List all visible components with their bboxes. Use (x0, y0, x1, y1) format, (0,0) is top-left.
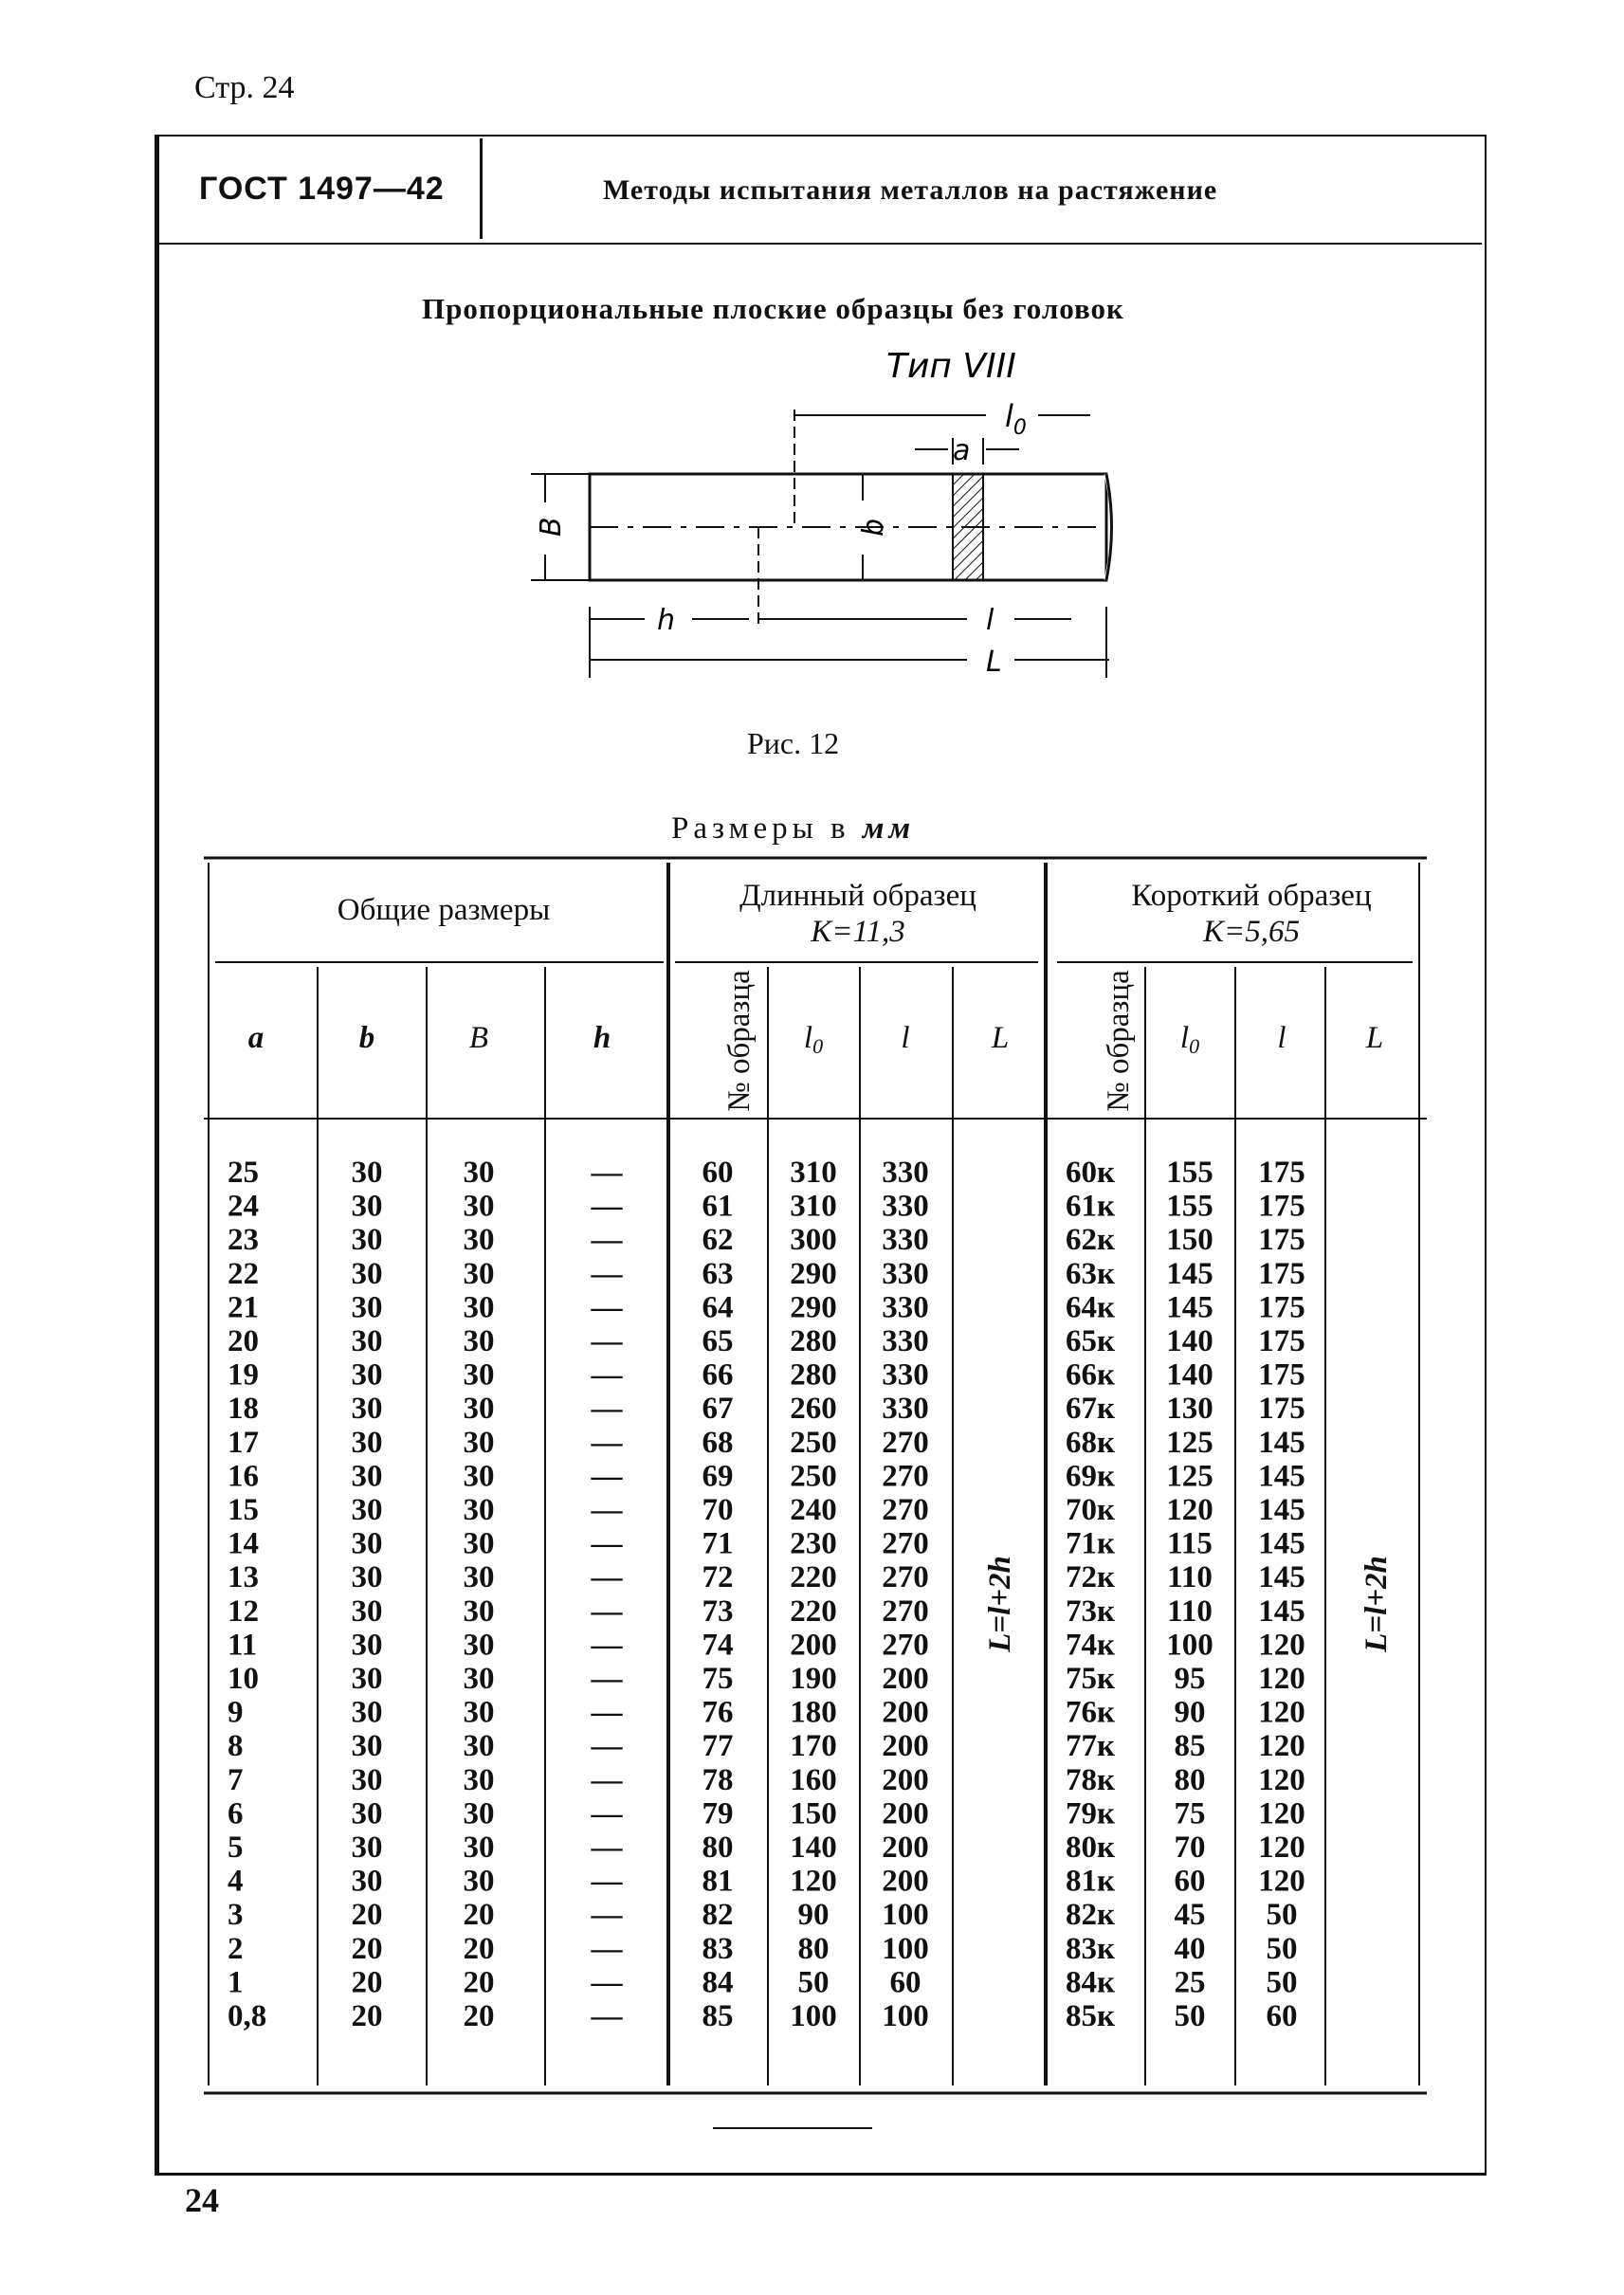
table-cell: 250 (790, 1425, 837, 1460)
table-cell: 145 (1258, 1594, 1305, 1629)
table-cell: 75 (702, 1662, 734, 1696)
table-cell: 67 (702, 1392, 734, 1427)
table-cell: 175 (1258, 1324, 1305, 1358)
table-cell: 220 (790, 1560, 837, 1595)
table-cell: 145 (1166, 1256, 1213, 1291)
table-cell: 82 (702, 1898, 734, 1933)
table-cell: 120 (790, 1864, 837, 1899)
figure-caption: Рис. 12 (747, 726, 840, 760)
table-cell: 82к (1065, 1898, 1116, 1933)
table-cell: 310 (790, 1189, 837, 1224)
table-cell: 65 (702, 1324, 734, 1358)
table-cell: 30 (351, 1156, 383, 1190)
table-cell: 270 (882, 1526, 929, 1561)
table-cell: 20 (351, 1965, 383, 2000)
table-cell: — (591, 1931, 623, 1966)
table-cell: 81к (1065, 1864, 1116, 1899)
dim-a: a (953, 434, 971, 467)
dim-l0: $l_0$ (1005, 398, 1027, 440)
table-cell: 61к (1065, 1189, 1116, 1224)
table-cell: 95 (1174, 1662, 1206, 1696)
table-cell: 30 (351, 1762, 383, 1797)
table-cell: 175 (1258, 1156, 1305, 1190)
table-cell: 30 (351, 1256, 383, 1291)
table-cell: 30 (351, 1662, 383, 1696)
table-cell: 85к (1065, 1999, 1116, 2033)
table-cell: 40 (1174, 1931, 1206, 1966)
table-cell: 130 (1166, 1392, 1213, 1427)
table-cell: 330 (882, 1392, 929, 1427)
table-cell: 70 (702, 1493, 734, 1527)
table-cell: 60 (702, 1156, 734, 1190)
table-cell: 30 (463, 1223, 495, 1258)
col-short-no: № образца (1102, 970, 1136, 1112)
table-cell: 30 (463, 1628, 495, 1663)
table-cell: 20 (228, 1324, 259, 1358)
dim-B: B (535, 517, 568, 537)
dim-l: l (986, 604, 994, 637)
table-cell: 330 (882, 1256, 929, 1291)
table-cell: 175 (1258, 1189, 1305, 1224)
table-cell: 145 (1258, 1425, 1305, 1460)
table-cell: 30 (463, 1526, 495, 1561)
table-cell: 200 (882, 1762, 929, 1797)
table-cell: 125 (1166, 1459, 1213, 1494)
table-cell: 30 (351, 1628, 383, 1663)
table-cell: 30 (351, 1831, 383, 1865)
table-cell: 83 (702, 1931, 734, 1966)
table-cell: — (591, 1223, 623, 1258)
table-cell: 140 (790, 1831, 837, 1865)
table-cell: 330 (882, 1357, 929, 1393)
table-cell: 175 (1258, 1223, 1305, 1258)
table-cell: 74 (702, 1628, 734, 1663)
table-cell: 270 (882, 1459, 929, 1494)
table-cell: 30 (463, 1324, 495, 1358)
table-cell: 120 (1258, 1762, 1305, 1797)
table-cell: 72к (1065, 1560, 1116, 1595)
table-cell: 30 (463, 1762, 495, 1797)
table-cell: 75к (1065, 1662, 1116, 1696)
table-cell: 0,8 (228, 1999, 267, 2033)
table-cell: 30 (463, 1357, 495, 1393)
dim-L: L (986, 646, 1002, 679)
table-cell: 30 (463, 1392, 495, 1427)
table-cell: 120 (1258, 1695, 1305, 1730)
table-cell: 120 (1258, 1628, 1305, 1663)
table-cell: 11 (228, 1628, 258, 1663)
table-cell: 63к (1065, 1256, 1116, 1291)
table-cell: 270 (882, 1628, 929, 1663)
table-cell: 145 (1258, 1493, 1305, 1527)
table-cell: 71к (1065, 1526, 1116, 1561)
table-cell: 270 (882, 1425, 929, 1460)
table-cell: 79 (702, 1796, 734, 1831)
table-cell: 18 (228, 1392, 259, 1427)
table-cell: 10 (228, 1662, 259, 1696)
table-cell: 330 (882, 1223, 929, 1258)
table-cell: 14 (228, 1526, 259, 1561)
col-b: b (358, 1021, 375, 1055)
table-cell: 330 (882, 1290, 929, 1325)
table-cell: 30 (351, 1864, 383, 1899)
table-cell: 9 (228, 1695, 244, 1730)
table-cell: 25 (1174, 1965, 1206, 2000)
table-cell: 25 (228, 1156, 259, 1190)
table-cell: 83к (1065, 1931, 1116, 1966)
table-cell: 30 (351, 1189, 383, 1224)
document-title: Методы испытания металлов на растяжение (603, 174, 1218, 206)
table-cell: 85 (1174, 1729, 1206, 1764)
table-cell: 230 (790, 1526, 837, 1561)
table-cell: — (591, 1459, 623, 1494)
table-cell: 8 (228, 1729, 244, 1764)
table-cell: 84 (702, 1965, 734, 2000)
table-cell: 30 (463, 1459, 495, 1494)
table-cell: 200 (882, 1695, 929, 1730)
table-cell: 77к (1065, 1729, 1116, 1764)
table-cell: 16 (228, 1459, 259, 1494)
table-cell: — (591, 1357, 623, 1393)
table-cell: 30 (351, 1493, 383, 1527)
table-cell: 62 (702, 1223, 734, 1258)
table-cell: 120 (1258, 1729, 1305, 1764)
table-cell: 290 (790, 1290, 837, 1325)
table-cell: 100 (790, 1999, 837, 2033)
table-cell: 30 (463, 1796, 495, 1831)
table-cell: 330 (882, 1189, 929, 1224)
table-cell: 30 (351, 1796, 383, 1831)
table-cell: 30 (463, 1560, 495, 1595)
table-cell: 145 (1166, 1290, 1213, 1325)
table-cell: — (591, 1762, 623, 1797)
table-cell: 60 (1174, 1864, 1206, 1899)
table-cell: 63 (702, 1256, 734, 1291)
table-cell: 90 (797, 1898, 830, 1933)
table-cell: — (591, 1831, 623, 1865)
table-cell: 30 (463, 1864, 495, 1899)
table-cell: 69 (702, 1459, 734, 1494)
table-cell: 330 (882, 1324, 929, 1358)
table-cell: 80к (1065, 1831, 1116, 1865)
table-cell: 20 (463, 1999, 495, 2033)
table-cell: 3 (228, 1898, 244, 1933)
table-cell: 200 (882, 1662, 929, 1696)
table-cell: 110 (1167, 1560, 1213, 1595)
table-cell: 150 (1166, 1223, 1213, 1258)
table-cell: — (591, 1493, 623, 1527)
table-cell: 12 (228, 1594, 259, 1629)
table-cell: 7 (228, 1762, 244, 1797)
table-cell: 81 (702, 1864, 734, 1899)
table-cell: 30 (351, 1560, 383, 1595)
table-cell: 64 (702, 1290, 734, 1325)
col-B: B (468, 1021, 489, 1055)
col-long-L: L (991, 1021, 1010, 1055)
table-cell: 76к (1065, 1695, 1116, 1730)
table-cell: 30 (463, 1156, 495, 1190)
table-cell: 290 (790, 1256, 837, 1291)
col-h: h (593, 1021, 611, 1055)
table-cell: 71 (702, 1526, 734, 1561)
table-cell: 220 (790, 1594, 837, 1629)
table-cell: 30 (351, 1290, 383, 1325)
table-cell: 80 (702, 1831, 734, 1865)
page-label: Стр. 24 (194, 70, 295, 105)
table-cell: 23 (228, 1223, 259, 1258)
table-cell: 30 (463, 1256, 495, 1291)
table-cell: — (591, 1425, 623, 1460)
table-cell: 175 (1258, 1357, 1305, 1393)
table-cell: 70 (1174, 1831, 1206, 1865)
table-cell: 4 (228, 1864, 244, 1899)
table-cell: 200 (882, 1864, 929, 1899)
table-cell: 30 (351, 1695, 383, 1730)
table-cell: 70к (1065, 1493, 1116, 1527)
formula-short: L=l+2h (1359, 1556, 1394, 1652)
table-cell: 24 (228, 1189, 259, 1224)
dim-b: b (857, 518, 890, 537)
table-cell: 30 (463, 1662, 495, 1696)
table-cell: — (591, 1864, 623, 1899)
table-cell: — (591, 1662, 623, 1696)
table-cell: 30 (463, 1695, 495, 1730)
table-cell: 110 (1167, 1594, 1213, 1629)
col-a: a (247, 1021, 265, 1055)
table-cell: 30 (463, 1425, 495, 1460)
table-cell: 30 (351, 1594, 383, 1629)
table-cell: 61 (702, 1189, 734, 1224)
table-cell: 145 (1258, 1526, 1305, 1561)
table-cell: 30 (351, 1223, 383, 1258)
table-cell: — (591, 1695, 623, 1730)
table-cell: 13 (228, 1560, 259, 1595)
table-cell: 300 (790, 1223, 837, 1258)
table-cell: 78к (1065, 1762, 1116, 1797)
table-cell: 80 (1174, 1762, 1206, 1797)
table-cell: 260 (790, 1392, 837, 1427)
table-cell: 175 (1258, 1256, 1305, 1291)
table-cell: 30 (463, 1290, 495, 1325)
table-cell: 1 (228, 1965, 244, 2000)
table-cell: 170 (790, 1729, 837, 1764)
table-cell: 270 (882, 1560, 929, 1595)
table-cell: 150 (790, 1796, 837, 1831)
table-cell: 280 (790, 1324, 837, 1358)
table-cell: 145 (1258, 1560, 1305, 1595)
table-cell: 68к (1065, 1425, 1116, 1460)
table-cell: 50 (1266, 1931, 1298, 1966)
table-cell: 2 (228, 1931, 244, 1966)
table-cell: 79к (1065, 1796, 1116, 1831)
table-cell: 74к (1065, 1628, 1116, 1663)
table-cell: 66 (702, 1357, 734, 1393)
table-cell: 30 (351, 1324, 383, 1358)
table-cell: 30 (463, 1831, 495, 1865)
table-cell: 115 (1167, 1526, 1213, 1561)
table-cell: 64к (1065, 1290, 1116, 1325)
formula-long: L=l+2h (983, 1556, 1017, 1652)
table-cell: 60 (1266, 1999, 1298, 2033)
table-cell: 50 (797, 1965, 830, 2000)
table-cell: 310 (790, 1156, 837, 1190)
standard-code: ГОСТ 1497—42 (199, 171, 445, 207)
table-cell: 120 (1258, 1796, 1305, 1831)
table-cell: 78 (702, 1762, 734, 1797)
col-long-no: № образца (722, 970, 757, 1112)
table-cell: 30 (463, 1493, 495, 1527)
dim-h: h (657, 604, 676, 637)
table-cell: 30 (351, 1729, 383, 1764)
table-cell: 100 (882, 1999, 929, 2033)
table-cell: 175 (1258, 1392, 1305, 1427)
table-cell: — (591, 1189, 623, 1224)
table-cell: 20 (351, 1931, 383, 1966)
table-cell: 200 (790, 1628, 837, 1663)
col-long-l: l (901, 1021, 910, 1055)
figure-title: Пропорциональные плоские образцы без головок (422, 292, 1124, 325)
table-cell: 120 (1258, 1662, 1305, 1696)
header-short-k: K=5,65 (1202, 915, 1301, 949)
table-cell: — (591, 1729, 623, 1764)
table-cell: 160 (790, 1762, 837, 1797)
table-cell: 200 (882, 1831, 929, 1865)
table-cell: 75 (1174, 1796, 1206, 1831)
table-cell: 66к (1065, 1357, 1116, 1393)
table-cell: 80 (797, 1931, 830, 1966)
table-cell: 100 (882, 1898, 929, 1933)
table-cell: — (591, 1796, 623, 1831)
table-cell: 30 (351, 1357, 383, 1393)
table-cell: — (591, 1999, 623, 2033)
table-cell: 60к (1065, 1156, 1116, 1190)
header-long: Длинный образец (739, 879, 976, 913)
header-long-k: K=11,3 (811, 915, 905, 949)
table-cell: 62к (1065, 1223, 1116, 1258)
figure-type-label: Тип VIII (886, 347, 1016, 386)
table-cell: 22 (228, 1256, 259, 1291)
table-cell: 125 (1166, 1425, 1213, 1460)
table-cell: 330 (882, 1156, 929, 1190)
table-cell: 30 (351, 1459, 383, 1494)
table-cell: 20 (463, 1965, 495, 2000)
table-cell: 72 (702, 1560, 734, 1595)
table-cell: — (591, 1560, 623, 1595)
table-cell: 155 (1166, 1189, 1213, 1224)
table-cell: 180 (790, 1695, 837, 1730)
table-cell: 15 (228, 1493, 259, 1527)
header-short: Короткий образец (1131, 879, 1372, 913)
table-cell: 50 (1174, 1999, 1206, 2033)
table-units: Размеры в мм (671, 811, 916, 846)
table-cell: 45 (1174, 1898, 1206, 1933)
table-cell: 65к (1065, 1324, 1116, 1358)
col-short-L: L (1365, 1021, 1384, 1055)
table-cell: 20 (463, 1931, 495, 1966)
table-cell: 60 (889, 1965, 921, 2000)
table-cell: — (591, 1594, 623, 1629)
table-cell: 85 (702, 1999, 734, 2033)
table-cell: 20 (351, 1999, 383, 2033)
table-cell: 73 (702, 1594, 734, 1629)
table-cell: — (591, 1898, 623, 1933)
header-common: Общие размеры (337, 893, 551, 927)
table-cell: 200 (882, 1796, 929, 1831)
table-cell: 20 (351, 1898, 383, 1933)
table-cell: — (591, 1526, 623, 1561)
table-cell: 240 (790, 1493, 837, 1527)
table-cell: — (591, 1324, 623, 1358)
table-cell: 280 (790, 1357, 837, 1393)
table-cell: 5 (228, 1831, 244, 1865)
table-cell: 84к (1065, 1965, 1116, 2000)
table-cell: — (591, 1965, 623, 2000)
table-cell: 175 (1258, 1290, 1305, 1325)
table-cell: 76 (702, 1695, 734, 1730)
table-cell: 30 (463, 1189, 495, 1224)
table-cell: 250 (790, 1459, 837, 1494)
col-short-l0: l0 (1179, 1021, 1200, 1058)
table-cell: 67к (1065, 1392, 1116, 1427)
table-cell: 30 (351, 1392, 383, 1427)
table-cell: 19 (228, 1357, 259, 1393)
table-cell: 21 (228, 1290, 259, 1325)
table-cell: 100 (1166, 1628, 1213, 1663)
table-cell: 145 (1258, 1459, 1305, 1494)
table-cell: 77 (702, 1729, 734, 1764)
table-body (228, 1156, 1305, 2033)
table-cell: 30 (351, 1526, 383, 1561)
table-cell: 100 (882, 1931, 929, 1966)
table-cell: 30 (463, 1594, 495, 1629)
table-cell: — (591, 1628, 623, 1663)
table-cell: 50 (1266, 1898, 1298, 1933)
table-cell: — (591, 1256, 623, 1291)
table-cell: 69к (1065, 1459, 1116, 1494)
table-cell: — (591, 1290, 623, 1325)
table-cell: 120 (1258, 1831, 1305, 1865)
table-cell: — (591, 1156, 623, 1190)
table-cell: — (591, 1392, 623, 1427)
table-cell: 68 (702, 1425, 734, 1460)
table-cell: 200 (882, 1729, 929, 1764)
table-cell: 270 (882, 1594, 929, 1629)
table-cell: 190 (790, 1662, 837, 1696)
table-cell: 270 (882, 1493, 929, 1527)
table-cell: 155 (1166, 1156, 1213, 1190)
table-cell: 20 (463, 1898, 495, 1933)
table-cell: 140 (1166, 1324, 1213, 1358)
table-cell: 120 (1258, 1864, 1305, 1899)
table-cell: 30 (463, 1729, 495, 1764)
table-cell: 30 (351, 1425, 383, 1460)
col-long-l0: l0 (803, 1021, 824, 1058)
table-cell: 6 (228, 1796, 244, 1831)
table-cell: 73к (1065, 1594, 1116, 1629)
table-cell: 120 (1166, 1493, 1213, 1527)
col-short-l: l (1277, 1021, 1286, 1055)
page-number: 24 (185, 2181, 219, 2219)
table-cell: 140 (1166, 1357, 1213, 1393)
table-cell: 17 (228, 1425, 259, 1460)
table-cell: 50 (1266, 1965, 1298, 2000)
table-cell: 90 (1174, 1695, 1206, 1730)
